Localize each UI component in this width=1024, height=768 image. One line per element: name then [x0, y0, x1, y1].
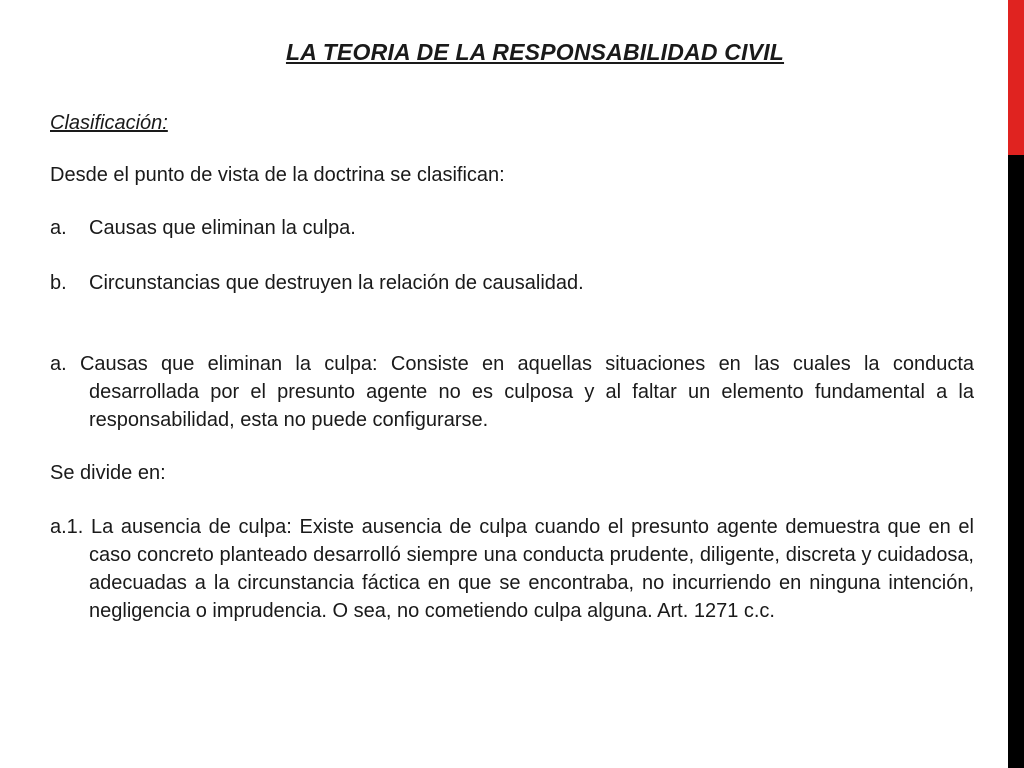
detail-paragraph-a: a. Causas que eliminan la culpa: Consiste en aquellas situaciones en las cuales la conducta desarrollada por el presunto agente no es culposa y al faltar un elemento fundamental a la responsabilidad, esta no puede configurarse.: [50, 353, 974, 431]
list-item-text: Causas que eliminan la culpa.: [89, 217, 356, 239]
detail-paragraph-a1: a.1. La ausencia de culpa: Existe ausencia de culpa cuando el presunto agente demuestra que en el caso concreto planteado desarrolló siempre una conducta prudente, diligente, discreta y cuidadosa, adecuadas a la circunstancia fáctica en que se encontraba, no incurriendo en ninguna intención, negligencia o imprudencia. O sea, no cometiendo culpa alguna. Art. 1271 c.c.: [50, 516, 974, 622]
divide-label: Se divide en:: [50, 462, 166, 484]
list-item-text: Circunstancias que destruyen la relación de causalidad.: [89, 272, 584, 294]
accent-bar-black: [1008, 155, 1024, 768]
section-subtitle: Clasificación:: [50, 112, 168, 134]
list-marker: b.: [50, 272, 67, 294]
slide-content: [50, 32, 974, 625]
list-item: [50, 214, 974, 242]
list-item: [50, 269, 974, 297]
slide-title: LA TEORIA DE LA RESPONSABILIDAD CIVIL: [285, 39, 785, 65]
accent-bar-red: [1008, 0, 1024, 155]
list-marker: a.: [50, 217, 67, 239]
intro-text: Desde el punto de vista de la doctrina se clasifican:: [50, 164, 505, 186]
